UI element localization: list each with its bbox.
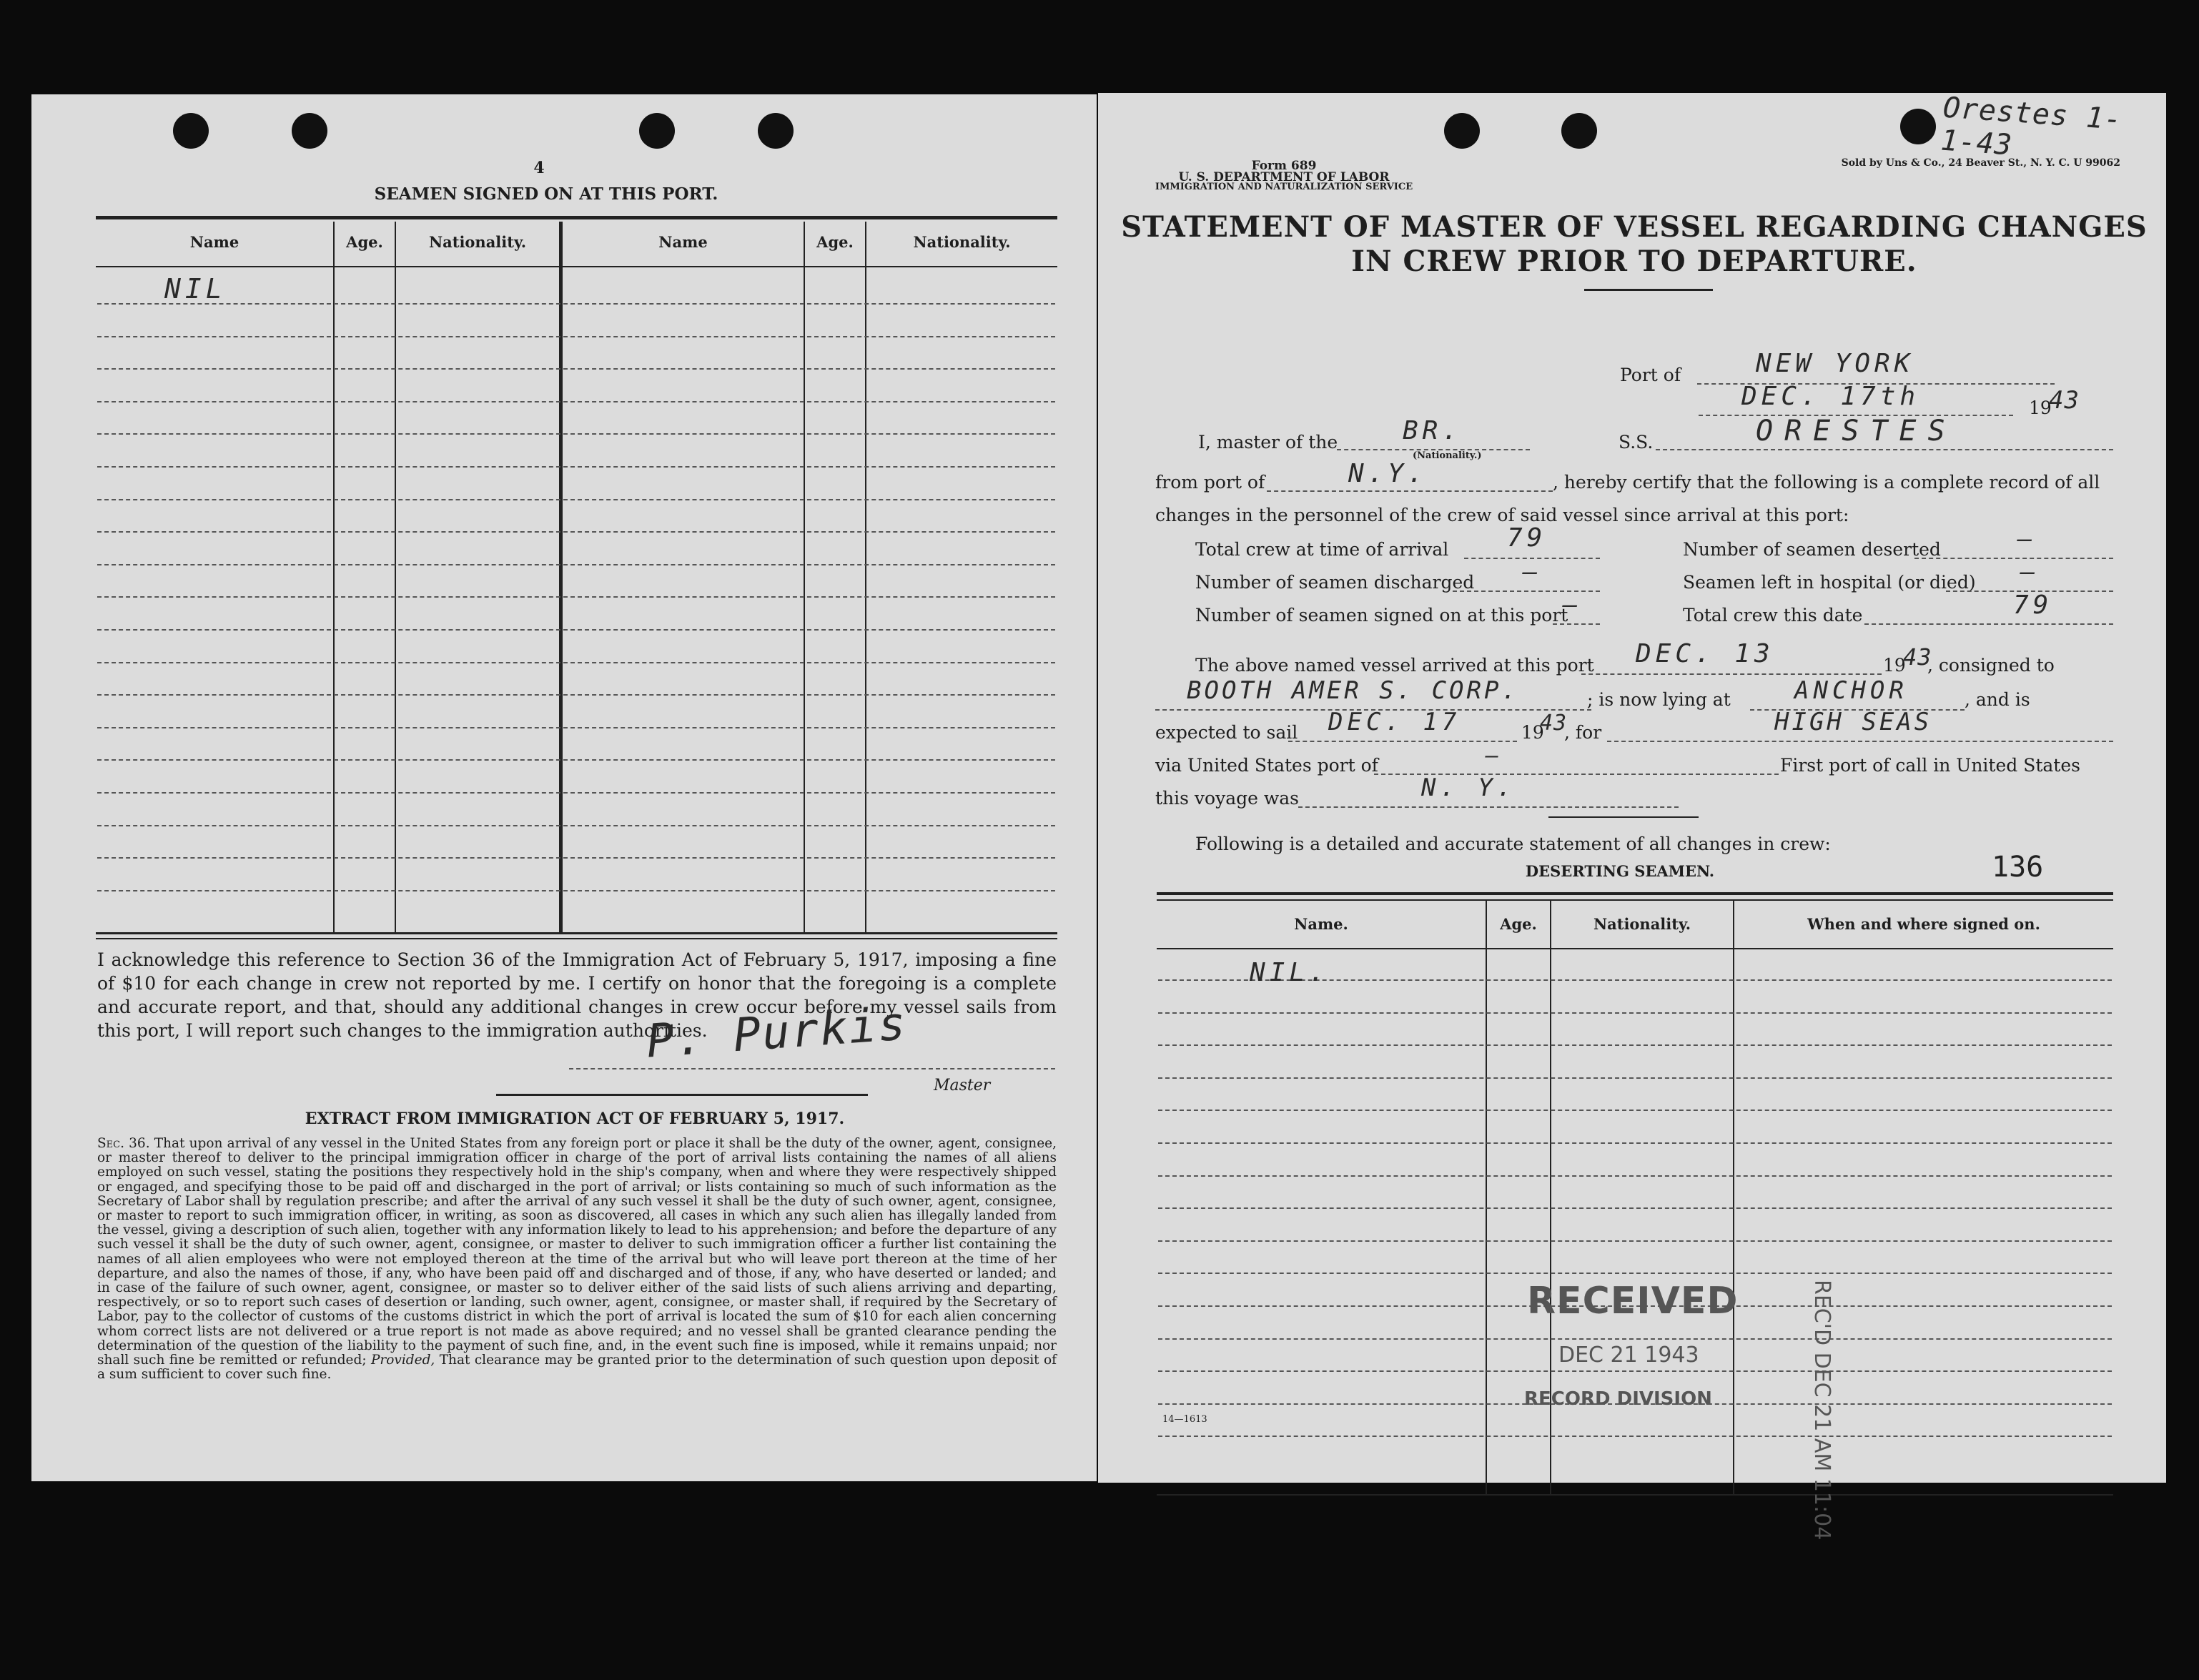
nationality-value: BR.	[1403, 416, 1463, 445]
proviso-text: That clearance may be granted prior to the determination of such question upon deposit of a sum sufficient to cover such fine.	[97, 1353, 1057, 1383]
handwritten-corner-note: Orestes 1-1-43	[1939, 91, 2123, 162]
section-title: SEAMEN SIGNED ON AT THIS PORT.	[374, 184, 718, 204]
deserted-value: —	[2017, 525, 2037, 553]
stamp-number: 136	[1992, 851, 2044, 884]
table-row-line	[97, 596, 1055, 598]
table-row-line	[97, 890, 1055, 891]
table-row-line	[97, 857, 1055, 859]
sold-by: Sold by Uns & Co., 24 Beaver St., N. Y. C. U 99062	[1841, 157, 2120, 169]
from-port-line	[1267, 490, 1553, 492]
table-row-line	[97, 433, 1055, 435]
vertical-stamp: REC'D DEC 21 AM 11:04	[1809, 1280, 1834, 1541]
total-date-label: Total crew this date	[1683, 605, 1863, 626]
nationality-caption: (Nationality.)	[1413, 450, 1482, 461]
for-value: HIGH SEAS	[1774, 708, 1932, 736]
table-row-line	[1158, 1370, 2112, 1372]
proviso-label: Provided,	[370, 1353, 435, 1368]
act-section-text	[97, 1137, 1057, 1382]
form-title-line1: STATEMENT OF MASTER OF VESSEL REGARDING CHANGES	[1121, 210, 2148, 244]
for-label: , for	[1564, 722, 1602, 743]
record-division: RECORD DIVISION	[1524, 1388, 1712, 1410]
table-row-line	[97, 531, 1055, 533]
total-date-line	[1864, 623, 2113, 625]
expected-year: 43	[1540, 711, 1568, 736]
signed-on-value: —	[1563, 591, 1582, 619]
section-label: Sec. 36.	[97, 1136, 150, 1151]
table-bottom-rule	[1157, 1494, 2113, 1496]
table-row-line	[1158, 1012, 2112, 1014]
master-label: Master	[934, 1077, 991, 1095]
table-row-line	[97, 825, 1055, 826]
punch-hole	[1561, 113, 1597, 149]
signature-rule	[496, 1094, 868, 1096]
expected-value: DEC. 17	[1328, 708, 1461, 736]
nil-entry: NIL.	[1250, 958, 1329, 987]
via-value: —	[1486, 743, 1503, 769]
lying-value: ANCHOR	[1794, 676, 1908, 705]
consignee-value: BOOTH AMER S. CORP.	[1187, 676, 1519, 705]
header-rule	[1157, 948, 2113, 949]
deserting-title: DESERTING SEAMEN.	[1525, 862, 1715, 880]
first-port-label: First port of call in United States	[1780, 755, 2080, 776]
signed-on-label: Number of seamen signed on at this port	[1195, 605, 1568, 626]
table-row-line	[97, 759, 1055, 761]
for-line	[1607, 741, 2113, 742]
total-arrival-label: Total crew at time of arrival	[1195, 539, 1449, 560]
date-year: 43	[2049, 386, 2080, 415]
and-is-label: , and is	[1965, 689, 2030, 710]
table-bottom-rule	[96, 938, 1057, 939]
arrived-line	[1581, 673, 1882, 675]
from-port-value: N.Y.	[1348, 459, 1428, 488]
vessel-name-line	[1656, 449, 2113, 450]
arrived-label: The above named vessel arrived at this port	[1195, 655, 1594, 676]
port-of-label: Port of	[1620, 365, 1681, 385]
from-port-label: from port of	[1155, 472, 1265, 493]
signed-on-line	[1553, 623, 1600, 625]
signature-line	[569, 1068, 1055, 1069]
title-underline	[1584, 289, 1713, 291]
discharged-value: —	[1523, 558, 1542, 586]
voyage-label: this voyage was	[1155, 788, 1300, 809]
table-row-line	[1158, 1044, 2112, 1046]
column-divider	[1733, 899, 1734, 1494]
punch-hole	[639, 113, 675, 149]
table-top-rule	[96, 216, 1057, 219]
certify-text: , hereby certify that the following is a complete record of all	[1553, 472, 2100, 493]
table-row-line	[97, 727, 1055, 728]
punch-hole	[1900, 109, 1936, 144]
total-arrival-value: 79	[1507, 523, 1547, 553]
expected-label: expected to sail	[1155, 722, 1298, 743]
table-row-line	[97, 629, 1055, 631]
year-prefix: 19	[2029, 397, 2052, 418]
table-row-line	[97, 662, 1055, 663]
column-header: Nationality.	[428, 233, 527, 251]
received-stamp: RECEIVED	[1527, 1280, 1739, 1323]
right-page	[1098, 91, 2166, 1541]
column-header: Age.	[346, 233, 383, 251]
table-top-rule	[1157, 899, 2113, 901]
table-top-rule	[1157, 892, 2113, 895]
arrived-year: 43	[1903, 643, 1932, 671]
service: IMMIGRATION AND NATURALIZATION SERVICE	[1155, 182, 1413, 192]
port-of-value: NEW YORK	[1756, 349, 1914, 378]
column-header: Name	[658, 233, 708, 251]
column-header: Age.	[1500, 915, 1537, 933]
following-text: Following is a detailed and accurate statement of all changes in crew:	[1195, 834, 1831, 854]
deserted-label: Number of seamen deserted	[1683, 539, 1941, 560]
table-row-line	[97, 466, 1055, 468]
lying-label: ; is now lying at	[1587, 689, 1731, 710]
hospital-value: —	[2020, 558, 2040, 586]
ss-label: S.S.	[1619, 432, 1654, 453]
table-row-line	[97, 336, 1055, 337]
voyage-rule	[1548, 816, 1699, 818]
header-rule	[96, 266, 1057, 267]
punch-hole	[173, 113, 209, 149]
certify-text-2: changes in the personnel of the crew of said vessel since arrival at this port:	[1155, 505, 1849, 525]
table-row-line	[1158, 1142, 2112, 1144]
acknowledgment-text: I acknowledge this reference to Section 36 of the Immigration Act of February 5, 1917, imposing a fine of $10 for each change in crew not reported by me. I certify on honor that the foregoing is a complete and accurate report, and that, should any additional changes in crew occur before my vessel sails from this port, I will report such changes to the immigration authorities.	[97, 949, 1057, 1041]
extract-title: EXTRACT FROM IMMIGRATION ACT OF FEBRUARY 5, 1917.	[305, 1110, 845, 1128]
table-bottom-rule	[96, 932, 1057, 934]
table-row-line	[97, 499, 1055, 500]
consigned-label: , consigned to	[1927, 655, 2055, 676]
master-of-label: I, master of the	[1198, 432, 1338, 453]
department: U. S. DEPARTMENT OF LABOR	[1178, 170, 1390, 184]
column-header: Nationality.	[1593, 915, 1691, 933]
vessel-name: ORESTES	[1756, 415, 1957, 448]
table-row-line	[97, 564, 1055, 565]
hospital-label: Seamen left in hospital (or died)	[1683, 572, 1976, 593]
total-date-value: 79	[2013, 591, 2053, 620]
deserted-line	[1914, 558, 2113, 559]
table-row-line	[1158, 1240, 2112, 1242]
table-row-line	[97, 368, 1055, 370]
table-row-line	[1158, 1077, 2112, 1079]
column-header: Age.	[816, 233, 854, 251]
table-row-line	[1158, 1207, 2112, 1209]
table-row-line	[1158, 1436, 2112, 1437]
nil-entry: NIL	[164, 273, 227, 305]
form-code: 14—1613	[1162, 1414, 1207, 1425]
arrived-year-prefix: 19	[1883, 655, 1906, 676]
column-header: When and where signed on.	[1807, 915, 2040, 933]
date-value: DEC. 17th	[1741, 382, 1920, 411]
punch-hole	[1444, 113, 1480, 149]
expected-year-prefix: 19	[1521, 722, 1544, 743]
table-row-line	[97, 694, 1055, 696]
table-row-line	[1158, 1273, 2112, 1274]
table-row-line	[1158, 1110, 2112, 1111]
table-row-line	[97, 792, 1055, 794]
left-page	[31, 94, 1097, 1481]
column-header: Nationality.	[913, 233, 1011, 251]
column-header: Name.	[1294, 915, 1348, 933]
column-divider	[1486, 899, 1487, 1494]
table-row-line	[1158, 1338, 2112, 1340]
column-header: Name	[189, 233, 239, 251]
arrived-value: DEC. 13	[1636, 639, 1774, 668]
expected-line	[1288, 741, 1517, 742]
via-label: via United States port of	[1155, 755, 1378, 776]
voyage-value: N. Y.	[1421, 774, 1516, 802]
table-row-line	[97, 303, 1055, 305]
punch-hole	[758, 113, 794, 149]
discharged-label: Number of seamen discharged	[1195, 572, 1475, 593]
punch-hole	[292, 113, 327, 149]
master-signature: P. Purkis	[644, 997, 909, 1069]
table-row-line	[1158, 1175, 2112, 1177]
received-date: DEC 21 1943	[1558, 1343, 1699, 1368]
form-title-line2: IN CREW PRIOR TO DEPARTURE.	[1351, 244, 1917, 278]
voyage-line	[1298, 806, 1679, 808]
page-number: 4	[533, 159, 545, 177]
section-text: That upon arrival of any vessel in the United States from any foreign port or place it shall be the duty of the owner, agent, consignee, or master thereof to deliver to the principal immigration officer in charge of the port of arrival lists containing the names of all aliens employed on such vessel, stating the positions they respectively hold in the ship's company, when and where they were respectively shipped or engaged, and specifying those to be paid off and discharged in the port of arrival; or lists containing so much of such information as the Secretary of Labor shall by regulation prescribe; and after the arrival of any such vessel it shall be the duty of such owner, agent, consignee, or master to report to such immigration officer, in writing, as soon as discovered, all cases in which any such alien has illegally landed from the vessel, giving a description of such alien, together with any information likely to lead to his apprehension; and before the departure of any such vessel it shall be the duty of such owner, agent, consignee, or master to deliver to such immigration officer a further list containing the names of all alien employees who were not employed thereon at the time of the arrival but who will leave port thereon at the time of her departure, and also the names of those, if any, who have been paid off and discharged and of those, if any, who have deserted or landed; and in case of the failure of such owner, agent, consignee, or master so to deliver either of the said lists of such aliens arriving and departing, respectively, or so to report such cases of desertion or landing, such owner, agent, consignee, or master shall, if required by the Secretary of Labor, pay to the collector of customs of the customs district in which the port of arrival is located the sum of $10 for each alien concerning whom correct lists are not delivered or a true report is not made as above required; and no vessel shall be granted clearance pending the determination of the question of the liability to the payment of such fine, and, in the event such fine is imposed, while it remains unpaid; nor shall such fine be remitted or refunded;	[97, 1136, 1057, 1368]
table-row-line	[97, 401, 1055, 402]
form-number: Form 689	[1251, 159, 1317, 173]
